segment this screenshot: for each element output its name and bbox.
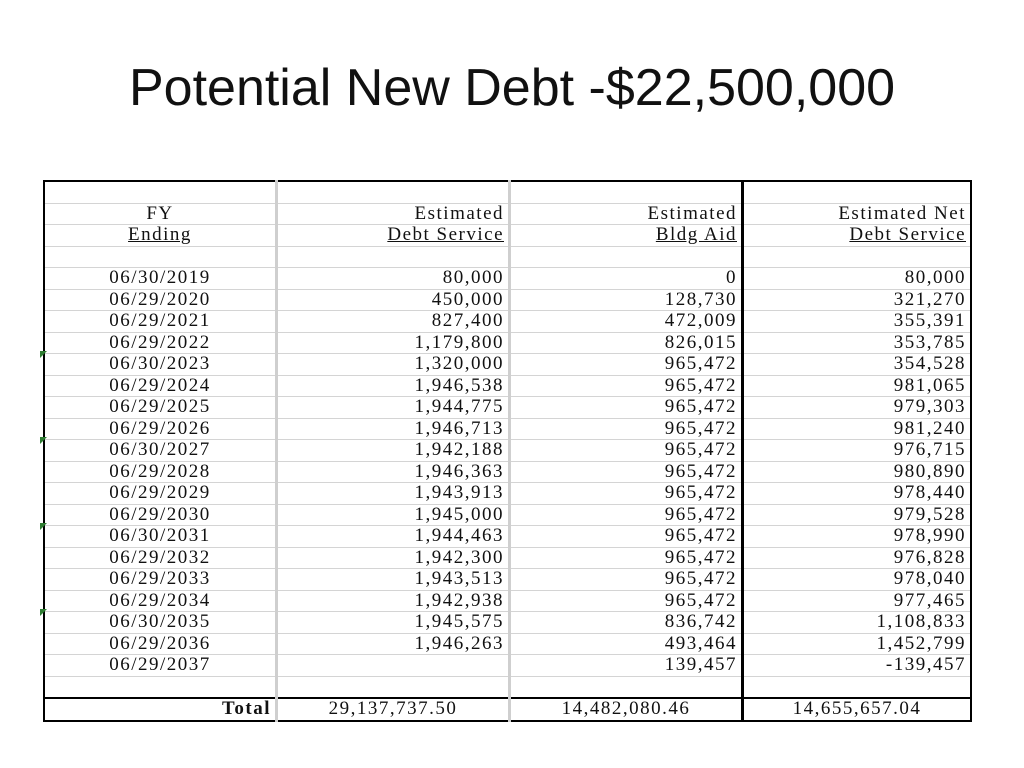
fy-ending-cell: 06/29/2030 [44, 504, 277, 526]
net-debt-service-cell: 978,440 [743, 483, 972, 505]
table-row [44, 311, 971, 333]
bldg-aid-cell: 493,464 [510, 633, 743, 655]
bldg-aid-cell: 128,730 [510, 289, 743, 311]
table-row [44, 612, 971, 634]
bldg-aid-cell: 965,472 [510, 375, 743, 397]
debt-service-cell: 1,944,775 [277, 397, 510, 419]
net-debt-service-cell: 976,715 [743, 440, 972, 462]
fy-ending-cell: 06/29/2026 [44, 418, 277, 440]
fy-ending-cell: 06/29/2021 [44, 311, 277, 333]
net-debt-service-cell: -139,457 [743, 655, 972, 677]
fy-ending-cell: 06/29/2028 [44, 461, 277, 483]
table-row [44, 655, 971, 677]
cell-flag-icon [40, 437, 47, 444]
table-row [44, 440, 971, 462]
net-debt-service-cell: 977,465 [743, 590, 972, 612]
net-debt-service-cell: 981,065 [743, 375, 972, 397]
debt-service-cell [277, 655, 510, 677]
fy-ending-cell: 06/29/2024 [44, 375, 277, 397]
fy-ending-cell: 06/29/2033 [44, 569, 277, 591]
debt-service-cell: 1,942,188 [277, 440, 510, 462]
debt-service-cell: 1,320,000 [277, 354, 510, 376]
bldg-aid-cell: 965,472 [510, 397, 743, 419]
total-row [44, 698, 971, 721]
header-row-2 [44, 225, 971, 247]
net-debt-service-cell: 976,828 [743, 547, 972, 569]
table-row [44, 354, 971, 376]
debt-service-cell: 1,945,575 [277, 612, 510, 634]
fy-ending-cell: 06/29/2032 [44, 547, 277, 569]
net-debt-service-cell: 980,890 [743, 461, 972, 483]
header-estimated-debt: Estimated [277, 203, 510, 225]
fy-ending-cell: 06/30/2031 [44, 526, 277, 548]
debt-service-cell: 1,945,000 [277, 504, 510, 526]
fy-ending-cell: 06/30/2023 [44, 354, 277, 376]
debt-service-cell: 1,946,363 [277, 461, 510, 483]
cell-flag-icon [40, 609, 47, 616]
debt-service-cell: 1,943,913 [277, 483, 510, 505]
net-debt-service-cell: 979,528 [743, 504, 972, 526]
table-row [44, 418, 971, 440]
debt-service-cell: 80,000 [277, 268, 510, 290]
table-row [44, 375, 971, 397]
fy-ending-cell: 06/29/2036 [44, 633, 277, 655]
debt-schedule-table [43, 180, 972, 722]
fy-ending-cell: 06/29/2034 [44, 590, 277, 612]
cell-flag-icon [40, 351, 47, 358]
bldg-aid-cell: 472,009 [510, 311, 743, 333]
bldg-aid-cell: 0 [510, 268, 743, 290]
debt-service-cell: 1,943,513 [277, 569, 510, 591]
net-debt-service-cell: 321,270 [743, 289, 972, 311]
table-row [44, 483, 971, 505]
net-debt-service-cell: 353,785 [743, 332, 972, 354]
net-debt-service-cell: 1,108,833 [743, 612, 972, 634]
bldg-aid-cell: 965,472 [510, 418, 743, 440]
table-row [44, 504, 971, 526]
header-debt-service: Debt Service [277, 225, 510, 247]
fy-ending-cell: 06/29/2037 [44, 655, 277, 677]
fy-ending-cell: 06/30/2019 [44, 268, 277, 290]
fy-ending-cell: 06/30/2035 [44, 612, 277, 634]
header-bldg-aid: Bldg Aid [510, 225, 743, 247]
debt-service-cell: 1,946,263 [277, 633, 510, 655]
table-row [44, 461, 971, 483]
total-bldg-aid: 14,482,080.46 [510, 698, 743, 721]
slide-title: Potential New Debt -$22,500,000 [128, 59, 896, 117]
fy-ending-cell: 06/29/2025 [44, 397, 277, 419]
debt-service-cell: 1,942,938 [277, 590, 510, 612]
fy-ending-cell: 06/29/2022 [44, 332, 277, 354]
header-estimated-aid: Estimated [510, 203, 743, 225]
bldg-aid-cell: 826,015 [510, 332, 743, 354]
bldg-aid-cell: 965,472 [510, 504, 743, 526]
debt-service-cell: 1,179,800 [277, 332, 510, 354]
table-row [44, 268, 971, 290]
header-estimated-net: Estimated Net [743, 203, 972, 225]
fy-ending-cell: 06/30/2027 [44, 440, 277, 462]
debt-service-cell: 1,946,713 [277, 418, 510, 440]
net-debt-service-cell: 979,303 [743, 397, 972, 419]
debt-service-cell: 1,946,538 [277, 375, 510, 397]
bldg-aid-cell: 965,472 [510, 483, 743, 505]
net-debt-service-cell: 978,990 [743, 526, 972, 548]
table-row [44, 397, 971, 419]
table-row [44, 526, 971, 548]
debt-service-cell: 1,944,463 [277, 526, 510, 548]
blank-row [44, 181, 971, 203]
header-row-1 [44, 203, 971, 225]
cell-flag-icon [40, 523, 47, 530]
net-debt-service-cell: 355,391 [743, 311, 972, 333]
debt-schedule-sheet [43, 180, 972, 720]
table-row [44, 289, 971, 311]
bldg-aid-cell: 965,472 [510, 440, 743, 462]
table-row [44, 569, 971, 591]
table-row [44, 633, 971, 655]
bldg-aid-cell: 965,472 [510, 526, 743, 548]
bldg-aid-cell: 965,472 [510, 354, 743, 376]
fy-ending-cell: 06/29/2020 [44, 289, 277, 311]
bldg-aid-cell: 139,457 [510, 655, 743, 677]
debt-service-cell: 450,000 [277, 289, 510, 311]
total-label: Total [44, 698, 277, 721]
net-debt-service-cell: 981,240 [743, 418, 972, 440]
bldg-aid-cell: 965,472 [510, 569, 743, 591]
net-debt-service-cell: 978,040 [743, 569, 972, 591]
net-debt-service-cell: 354,528 [743, 354, 972, 376]
total-net-debt-service: 14,655,657.04 [743, 698, 972, 721]
total-debt-service: 29,137,737.50 [277, 698, 510, 721]
bldg-aid-cell: 836,742 [510, 612, 743, 634]
header-net-debt-service: Debt Service [743, 225, 972, 247]
debt-service-cell: 1,942,300 [277, 547, 510, 569]
header-fy: FY [44, 203, 277, 225]
blank-row [44, 246, 971, 268]
bldg-aid-cell: 965,472 [510, 547, 743, 569]
bldg-aid-cell: 965,472 [510, 461, 743, 483]
blank-row [44, 676, 971, 698]
net-debt-service-cell: 80,000 [743, 268, 972, 290]
header-ending: Ending [44, 225, 277, 247]
net-debt-service-cell: 1,452,799 [743, 633, 972, 655]
table-row [44, 547, 971, 569]
fy-ending-cell: 06/29/2029 [44, 483, 277, 505]
table-row [44, 590, 971, 612]
table-row [44, 332, 971, 354]
bldg-aid-cell: 965,472 [510, 590, 743, 612]
debt-service-cell: 827,400 [277, 311, 510, 333]
